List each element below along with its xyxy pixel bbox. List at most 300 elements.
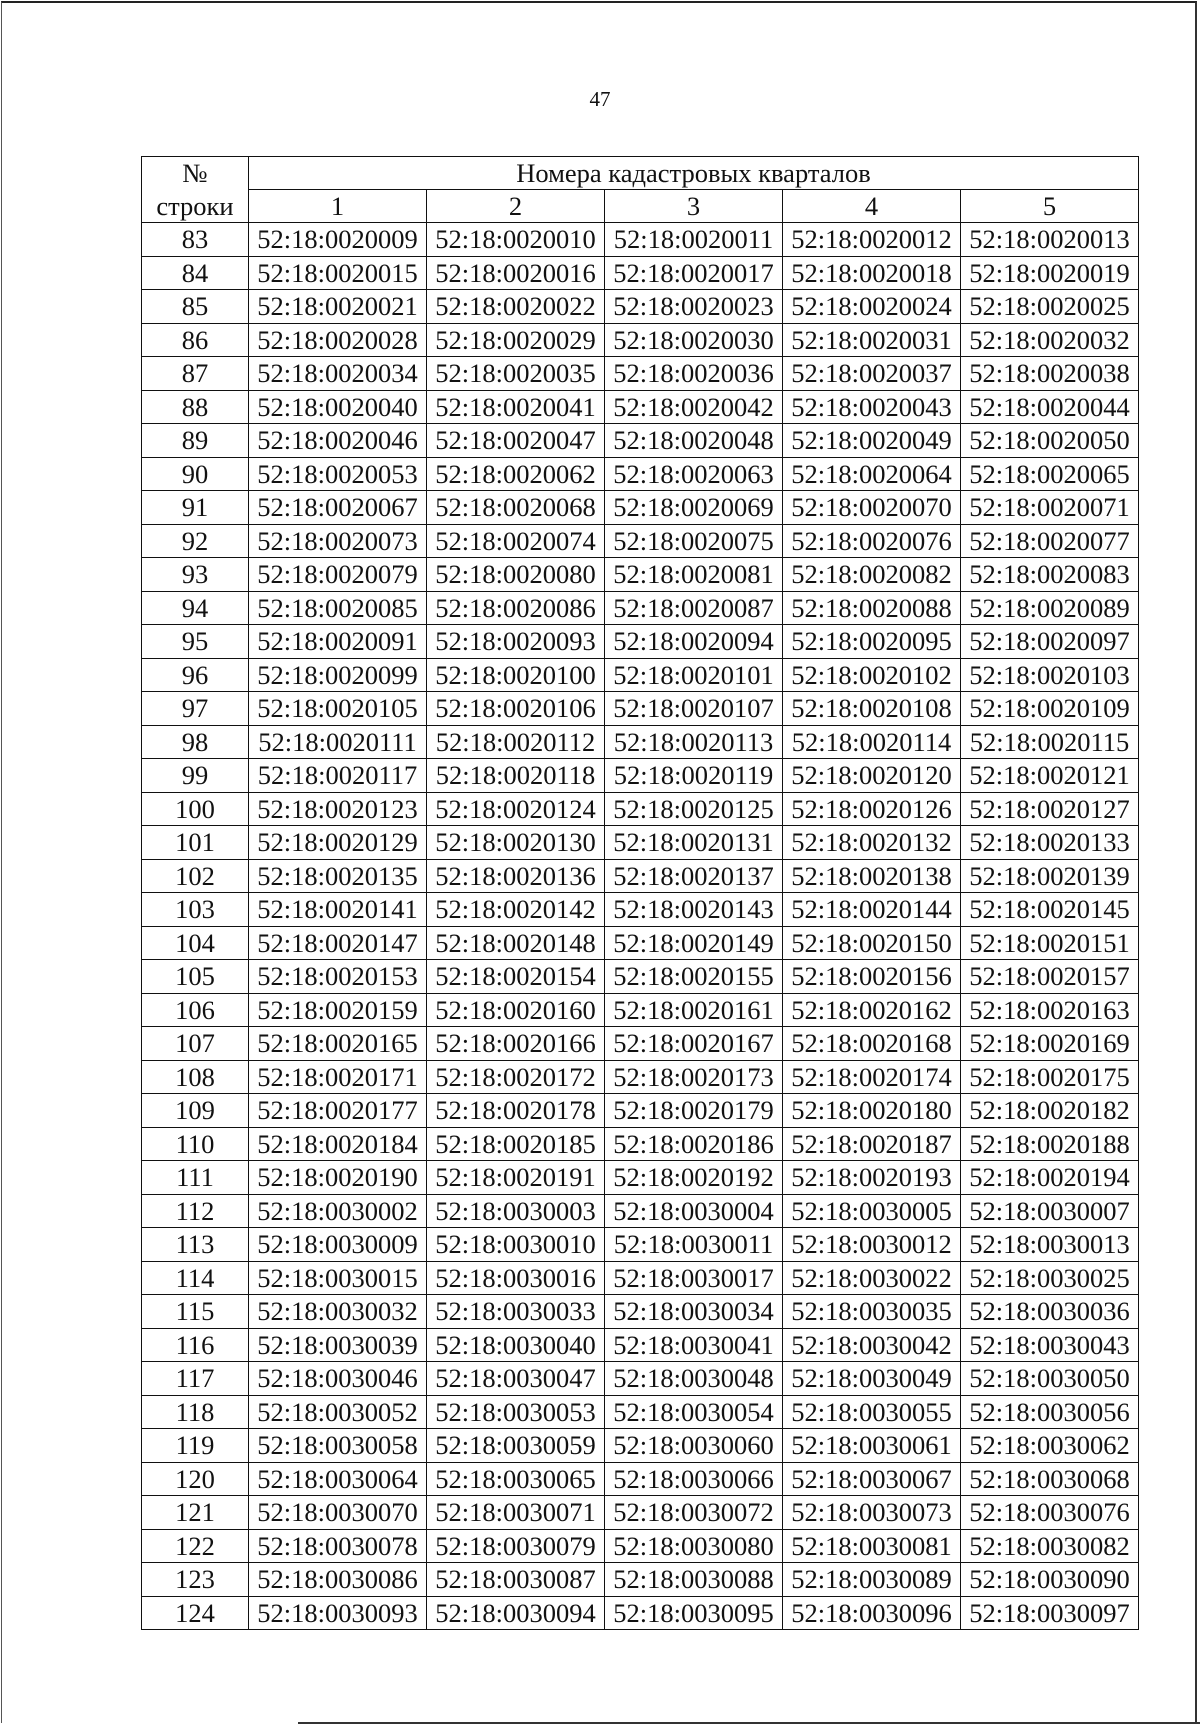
cadastral-number-cell: 52:18:0020037 [783,357,961,391]
row-number-cell: 99 [142,759,249,793]
cadastral-number-cell: 52:18:0020035 [427,357,605,391]
table-row [142,390,1139,424]
row-number-cell: 112 [142,1194,249,1228]
cadastral-number-cell: 52:18:0020010 [427,223,605,257]
table-row [142,524,1139,558]
row-number-cell: 109 [142,1094,249,1128]
cadastral-number-cell: 52:18:0020041 [427,390,605,424]
table-row [142,491,1139,525]
cadastral-number-cell: 52:18:0030010 [427,1228,605,1262]
cadastral-number-cell: 52:18:0020107 [605,692,783,726]
row-number-cell: 122 [142,1529,249,1563]
cadastral-number-cell: 52:18:0020149 [605,926,783,960]
column-header-4: 4 [783,190,961,223]
row-number-cell: 113 [142,1228,249,1262]
row-number-cell: 110 [142,1127,249,1161]
cadastral-number-cell: 52:18:0030062 [961,1429,1139,1463]
cadastral-number-cell: 52:18:0020191 [427,1161,605,1195]
cadastral-number-cell: 52:18:0020194 [961,1161,1139,1195]
cadastral-number-cell: 52:18:0020082 [783,558,961,592]
row-number-cell: 84 [142,256,249,290]
cadastral-number-cell: 52:18:0020095 [783,625,961,659]
cadastral-number-cell: 52:18:0020097 [961,625,1139,659]
cadastral-number-cell: 52:18:0020077 [961,524,1139,558]
cadastral-number-cell: 52:18:0030053 [427,1395,605,1429]
cadastral-number-cell: 52:18:0020086 [427,591,605,625]
cadastral-number-cell: 52:18:0020115 [961,725,1139,759]
cadastral-number-cell: 52:18:0020173 [605,1060,783,1094]
cadastral-number-cell: 52:18:0020160 [427,993,605,1027]
cadastral-number-cell: 52:18:0030042 [783,1328,961,1362]
cadastral-number-cell: 52:18:0030076 [961,1496,1139,1530]
cadastral-number-cell: 52:18:0020042 [605,390,783,424]
cadastral-number-cell: 52:18:0020180 [783,1094,961,1128]
header-row-2 [142,190,1139,223]
row-number-header-top: № [142,157,249,190]
table-row [142,1496,1139,1530]
row-number-cell: 90 [142,457,249,491]
cadastral-number-cell: 52:18:0020133 [961,826,1139,860]
cadastral-number-cell: 52:18:0020113 [605,725,783,759]
cadastral-number-cell: 52:18:0030043 [961,1328,1139,1362]
cadastral-number-cell: 52:18:0030096 [783,1596,961,1630]
row-number-cell: 94 [142,591,249,625]
row-number-cell: 93 [142,558,249,592]
table-row [142,859,1139,893]
cadastral-number-cell: 52:18:0030086 [249,1563,427,1597]
cadastral-number-cell: 52:18:0030039 [249,1328,427,1362]
table-row [142,357,1139,391]
cadastral-number-cell: 52:18:0030061 [783,1429,961,1463]
cadastral-number-cell: 52:18:0030073 [783,1496,961,1530]
cadastral-number-cell: 52:18:0020016 [427,256,605,290]
cadastral-number-cell: 52:18:0030082 [961,1529,1139,1563]
cadastral-number-cell: 52:18:0020069 [605,491,783,525]
cadastral-number-cell: 52:18:0020093 [427,625,605,659]
cadastral-number-cell: 52:18:0020088 [783,591,961,625]
cadastral-number-cell: 52:18:0020124 [427,792,605,826]
table-row [142,725,1139,759]
cadastral-number-cell: 52:18:0020187 [783,1127,961,1161]
cadastral-number-cell: 52:18:0020174 [783,1060,961,1094]
table-row [142,1596,1139,1630]
cadastral-number-cell: 52:18:0030064 [249,1462,427,1496]
table-row [142,558,1139,592]
cadastral-number-cell: 52:18:0020043 [783,390,961,424]
row-number-cell: 97 [142,692,249,726]
row-number-cell: 83 [142,223,249,257]
table-row [142,1529,1139,1563]
cadastral-number-cell: 52:18:0030058 [249,1429,427,1463]
cadastral-number-cell: 52:18:0020034 [249,357,427,391]
cadastral-number-cell: 52:18:0030071 [427,1496,605,1530]
cadastral-number-cell: 52:18:0020171 [249,1060,427,1094]
table-row [142,1429,1139,1463]
cadastral-number-cell: 52:18:0020046 [249,424,427,458]
cadastral-number-cell: 52:18:0020011 [605,223,783,257]
table-row [142,625,1139,659]
cadastral-number-cell: 52:18:0030080 [605,1529,783,1563]
column-header-1: 1 [249,190,427,223]
table-row [142,1328,1139,1362]
cadastral-number-cell: 52:18:0020050 [961,424,1139,458]
cadastral-number-cell: 52:18:0020123 [249,792,427,826]
table-row [142,1094,1139,1128]
cadastral-number-cell: 52:18:0020015 [249,256,427,290]
row-number-cell: 116 [142,1328,249,1362]
cadastral-number-cell: 52:18:0020068 [427,491,605,525]
page-bottom-edge [298,1722,1200,1724]
column-header-5: 5 [961,190,1139,223]
cadastral-number-cell: 52:18:0020038 [961,357,1139,391]
row-number-cell: 115 [142,1295,249,1329]
cadastral-number-cell: 52:18:0020119 [605,759,783,793]
table-row [142,323,1139,357]
cadastral-number-cell: 52:18:0030033 [427,1295,605,1329]
cadastral-number-cell: 52:18:0020135 [249,859,427,893]
cadastral-number-cell: 52:18:0020182 [961,1094,1139,1128]
row-number-cell: 89 [142,424,249,458]
row-number-cell: 120 [142,1462,249,1496]
cadastral-number-cell: 52:18:0020166 [427,1027,605,1061]
row-number-cell: 119 [142,1429,249,1463]
row-number-cell: 107 [142,1027,249,1061]
cadastral-number-cell: 52:18:0030016 [427,1261,605,1295]
table-row [142,759,1139,793]
cadastral-number-cell: 52:18:0020074 [427,524,605,558]
cadastral-number-cell: 52:18:0020172 [427,1060,605,1094]
cadastral-number-cell: 52:18:0030015 [249,1261,427,1295]
table-row [142,1161,1139,1195]
row-number-cell: 114 [142,1261,249,1295]
cadastral-number-cell: 52:18:0020143 [605,893,783,927]
cadastral-number-cell: 52:18:0030081 [783,1529,961,1563]
row-number-cell: 104 [142,926,249,960]
row-number-cell: 95 [142,625,249,659]
cadastral-number-cell: 52:18:0030032 [249,1295,427,1329]
cadastral-number-cell: 52:18:0020047 [427,424,605,458]
cadastral-number-cell: 52:18:0030054 [605,1395,783,1429]
cadastral-number-cell: 52:18:0020080 [427,558,605,592]
cadastral-number-cell: 52:18:0020165 [249,1027,427,1061]
cadastral-number-cell: 52:18:0020178 [427,1094,605,1128]
cadastral-number-cell: 52:18:0020017 [605,256,783,290]
row-number-cell: 91 [142,491,249,525]
table-row [142,424,1139,458]
cadastral-number-cell: 52:18:0020162 [783,993,961,1027]
cadastral-number-cell: 52:18:0020048 [605,424,783,458]
table-row [142,1563,1139,1597]
cadastral-number-cell: 52:18:0020167 [605,1027,783,1061]
row-number-cell: 85 [142,290,249,324]
cadastral-number-cell: 52:18:0020145 [961,893,1139,927]
cadastral-number-cell: 52:18:0030048 [605,1362,783,1396]
table-row [142,960,1139,994]
table-row [142,692,1139,726]
cadastral-number-cell: 52:18:0020121 [961,759,1139,793]
cadastral-number-cell: 52:18:0020193 [783,1161,961,1195]
cadastral-number-cell: 52:18:0030040 [427,1328,605,1362]
table-body [142,223,1139,1630]
cadastral-number-cell: 52:18:0020022 [427,290,605,324]
row-number-cell: 124 [142,1596,249,1630]
cadastral-number-cell: 52:18:0020163 [961,993,1139,1027]
cadastral-number-cell: 52:18:0030049 [783,1362,961,1396]
cadastral-number-cell: 52:18:0020087 [605,591,783,625]
cadastral-number-cell: 52:18:0030090 [961,1563,1139,1597]
header-row-1 [142,157,1139,190]
cadastral-number-cell: 52:18:0020108 [783,692,961,726]
cadastral-number-cell: 52:18:0020190 [249,1161,427,1195]
cadastral-number-cell: 52:18:0020023 [605,290,783,324]
cadastral-number-cell: 52:18:0020109 [961,692,1139,726]
cadastral-number-cell: 52:18:0020126 [783,792,961,826]
page-number: 47 [589,87,611,111]
cadastral-number-cell: 52:18:0030088 [605,1563,783,1597]
cadastral-number-cell: 52:18:0020130 [427,826,605,860]
table-row [142,256,1139,290]
cadastral-number-cell: 52:18:0020139 [961,859,1139,893]
cadastral-number-cell: 52:18:0020073 [249,524,427,558]
table-row [142,1295,1139,1329]
cadastral-number-cell: 52:18:0020062 [427,457,605,491]
row-number-cell: 106 [142,993,249,1027]
cadastral-number-cell: 52:18:0020067 [249,491,427,525]
cadastral-number-cell: 52:18:0020138 [783,859,961,893]
cadastral-number-cell: 52:18:0020081 [605,558,783,592]
cadastral-number-cell: 52:18:0030070 [249,1496,427,1530]
cadastral-number-cell: 52:18:0030097 [961,1596,1139,1630]
cadastral-number-cell: 52:18:0020091 [249,625,427,659]
row-number-cell: 121 [142,1496,249,1530]
cadastral-number-cell: 52:18:0030094 [427,1596,605,1630]
table-row [142,1228,1139,1262]
cadastral-number-cell: 52:18:0030060 [605,1429,783,1463]
cadastral-number-cell: 52:18:0030011 [605,1228,783,1262]
cadastral-number-cell: 52:18:0020105 [249,692,427,726]
row-number-cell: 96 [142,658,249,692]
cadastral-number-cell: 52:18:0030079 [427,1529,605,1563]
cadastral-number-cell: 52:18:0020025 [961,290,1139,324]
row-number-cell: 117 [142,1362,249,1396]
row-number-cell: 123 [142,1563,249,1597]
cadastral-number-cell: 52:18:0020085 [249,591,427,625]
cadastral-number-cell: 52:18:0020031 [783,323,961,357]
cadastral-number-cell: 52:18:0030065 [427,1462,605,1496]
cadastral-number-cell: 52:18:0020040 [249,390,427,424]
cadastral-number-cell: 52:18:0020129 [249,826,427,860]
table-row [142,1261,1139,1295]
cadastral-number-cell: 52:18:0030047 [427,1362,605,1396]
cadastral-number-cell: 52:18:0020168 [783,1027,961,1061]
cadastral-number-cell: 52:18:0020144 [783,893,961,927]
cadastral-number-cell: 52:18:0020159 [249,993,427,1027]
cadastral-number-cell: 52:18:0020030 [605,323,783,357]
row-number-header-bottom: строки [142,190,249,223]
row-number-cell: 111 [142,1161,249,1195]
cadastral-number-cell: 52:18:0030067 [783,1462,961,1496]
table-row [142,993,1139,1027]
cadastral-number-cell: 52:18:0030004 [605,1194,783,1228]
cadastral-number-cell: 52:18:0020192 [605,1161,783,1195]
cadastral-number-cell: 52:18:0030066 [605,1462,783,1496]
row-number-cell: 102 [142,859,249,893]
table-row [142,792,1139,826]
cadastral-number-cell: 52:18:0020094 [605,625,783,659]
cadastral-number-cell: 52:18:0020141 [249,893,427,927]
cadastral-number-cell: 52:18:0020186 [605,1127,783,1161]
cadastral-number-cell: 52:18:0020044 [961,390,1139,424]
cadastral-number-cell: 52:18:0030012 [783,1228,961,1262]
cadastral-quarters-table [141,156,1139,1630]
cadastral-number-cell: 52:18:0020153 [249,960,427,994]
cadastral-number-cell: 52:18:0020154 [427,960,605,994]
table-row [142,1127,1139,1161]
table-row [142,1027,1139,1061]
cadastral-number-cell: 52:18:0020127 [961,792,1139,826]
row-number-cell: 105 [142,960,249,994]
cadastral-number-cell: 52:18:0020106 [427,692,605,726]
cadastral-number-cell: 52:18:0020012 [783,223,961,257]
table-row [142,457,1139,491]
cadastral-number-cell: 52:18:0020114 [783,725,961,759]
cadastral-number-cell: 52:18:0020064 [783,457,961,491]
cadastral-number-cell: 52:18:0020071 [961,491,1139,525]
row-number-cell: 103 [142,893,249,927]
cadastral-number-cell: 52:18:0020120 [783,759,961,793]
cadastral-number-cell: 52:18:0030056 [961,1395,1139,1429]
row-number-cell: 88 [142,390,249,424]
table-row [142,926,1139,960]
table-row [142,1462,1139,1496]
cadastral-number-cell: 52:18:0020036 [605,357,783,391]
cadastral-number-cell: 52:18:0020151 [961,926,1139,960]
cadastral-number-cell: 52:18:0020147 [249,926,427,960]
cadastral-number-cell: 52:18:0020161 [605,993,783,1027]
cadastral-number-cell: 52:18:0030068 [961,1462,1139,1496]
cadastral-number-cell: 52:18:0020132 [783,826,961,860]
cadastral-number-cell: 52:18:0020169 [961,1027,1139,1061]
cadastral-number-cell: 52:18:0020111 [249,725,427,759]
cadastral-number-cell: 52:18:0020175 [961,1060,1139,1094]
cadastral-number-cell: 52:18:0030036 [961,1295,1139,1329]
row-number-cell: 101 [142,826,249,860]
table-row [142,1194,1139,1228]
cadastral-number-cell: 52:18:0030013 [961,1228,1139,1262]
table-row [142,1395,1139,1429]
cadastral-number-cell: 52:18:0020103 [961,658,1139,692]
cadastral-number-cell: 52:18:0020009 [249,223,427,257]
cadastral-number-cell: 52:18:0020101 [605,658,783,692]
table-row [142,658,1139,692]
cadastral-number-cell: 52:18:0020028 [249,323,427,357]
cadastral-number-cell: 52:18:0020083 [961,558,1139,592]
row-number-cell: 92 [142,524,249,558]
table-row [142,591,1139,625]
cadastral-number-cell: 52:18:0020150 [783,926,961,960]
cadastral-number-cell: 52:18:0030035 [783,1295,961,1329]
cadastral-number-cell: 52:18:0030046 [249,1362,427,1396]
cadastral-number-cell: 52:18:0020024 [783,290,961,324]
row-number-cell: 98 [142,725,249,759]
cadastral-number-cell: 52:18:0020076 [783,524,961,558]
row-number-cell: 86 [142,323,249,357]
cadastral-number-cell: 52:18:0020018 [783,256,961,290]
cadastral-number-cell: 52:18:0020099 [249,658,427,692]
column-header-3: 3 [605,190,783,223]
cadastral-number-cell: 52:18:0020177 [249,1094,427,1128]
cadastral-number-cell: 52:18:0020063 [605,457,783,491]
cadastral-number-cell: 52:18:0030089 [783,1563,961,1597]
cadastral-number-cell: 52:18:0030017 [605,1261,783,1295]
row-number-cell: 87 [142,357,249,391]
table-row [142,290,1139,324]
cadastral-number-cell: 52:18:0020125 [605,792,783,826]
cadastral-number-cell: 52:18:0030022 [783,1261,961,1295]
cadastral-number-cell: 52:18:0030003 [427,1194,605,1228]
cadastral-number-cell: 52:18:0020049 [783,424,961,458]
cadastral-number-cell: 52:18:0030093 [249,1596,427,1630]
cadastral-number-cell: 52:18:0030052 [249,1395,427,1429]
cadastral-number-cell: 52:18:0020184 [249,1127,427,1161]
row-number-cell: 118 [142,1395,249,1429]
cadastral-number-cell: 52:18:0030055 [783,1395,961,1429]
row-number-cell: 100 [142,792,249,826]
cadastral-number-cell: 52:18:0020155 [605,960,783,994]
cadastral-number-cell: 52:18:0020137 [605,859,783,893]
cadastral-number-cell: 52:18:0020179 [605,1094,783,1128]
cadastral-number-cell: 52:18:0020089 [961,591,1139,625]
cadastral-number-cell: 52:18:0020029 [427,323,605,357]
cadastral-number-cell: 52:18:0020188 [961,1127,1139,1161]
cadastral-number-cell: 52:18:0030059 [427,1429,605,1463]
cadastral-number-cell: 52:18:0020021 [249,290,427,324]
cadastral-number-cell: 52:18:0020065 [961,457,1139,491]
group-header: Номера кадастровых кварталов [249,157,1139,190]
cadastral-number-cell: 52:18:0030072 [605,1496,783,1530]
cadastral-number-cell: 52:18:0030025 [961,1261,1139,1295]
table-row [142,1362,1139,1396]
cadastral-number-cell: 52:18:0020112 [427,725,605,759]
cadastral-number-cell: 52:18:0020131 [605,826,783,860]
table-row [142,1060,1139,1094]
cadastral-number-cell: 52:18:0030041 [605,1328,783,1362]
cadastral-number-cell: 52:18:0020142 [427,893,605,927]
cadastral-number-cell: 52:18:0020075 [605,524,783,558]
cadastral-number-cell: 52:18:0030005 [783,1194,961,1228]
cadastral-number-cell: 52:18:0020136 [427,859,605,893]
cadastral-number-cell: 52:18:0020032 [961,323,1139,357]
cadastral-number-cell: 52:18:0030009 [249,1228,427,1262]
cadastral-number-cell: 52:18:0020102 [783,658,961,692]
cadastral-number-cell: 52:18:0030095 [605,1596,783,1630]
cadastral-number-cell: 52:18:0030050 [961,1362,1139,1396]
cadastral-number-cell: 52:18:0030002 [249,1194,427,1228]
cadastral-number-cell: 52:18:0030034 [605,1295,783,1329]
cadastral-number-cell: 52:18:0020019 [961,256,1139,290]
column-header-2: 2 [427,190,605,223]
cadastral-number-cell: 52:18:0020053 [249,457,427,491]
row-number-cell: 108 [142,1060,249,1094]
cadastral-number-cell: 52:18:0020185 [427,1127,605,1161]
table-row [142,893,1139,927]
cadastral-number-cell: 52:18:0020118 [427,759,605,793]
table-row [142,223,1139,257]
cadastral-number-cell: 52:18:0020013 [961,223,1139,257]
cadastral-number-cell: 52:18:0020157 [961,960,1139,994]
cadastral-number-cell: 52:18:0030078 [249,1529,427,1563]
cadastral-number-cell: 52:18:0020148 [427,926,605,960]
